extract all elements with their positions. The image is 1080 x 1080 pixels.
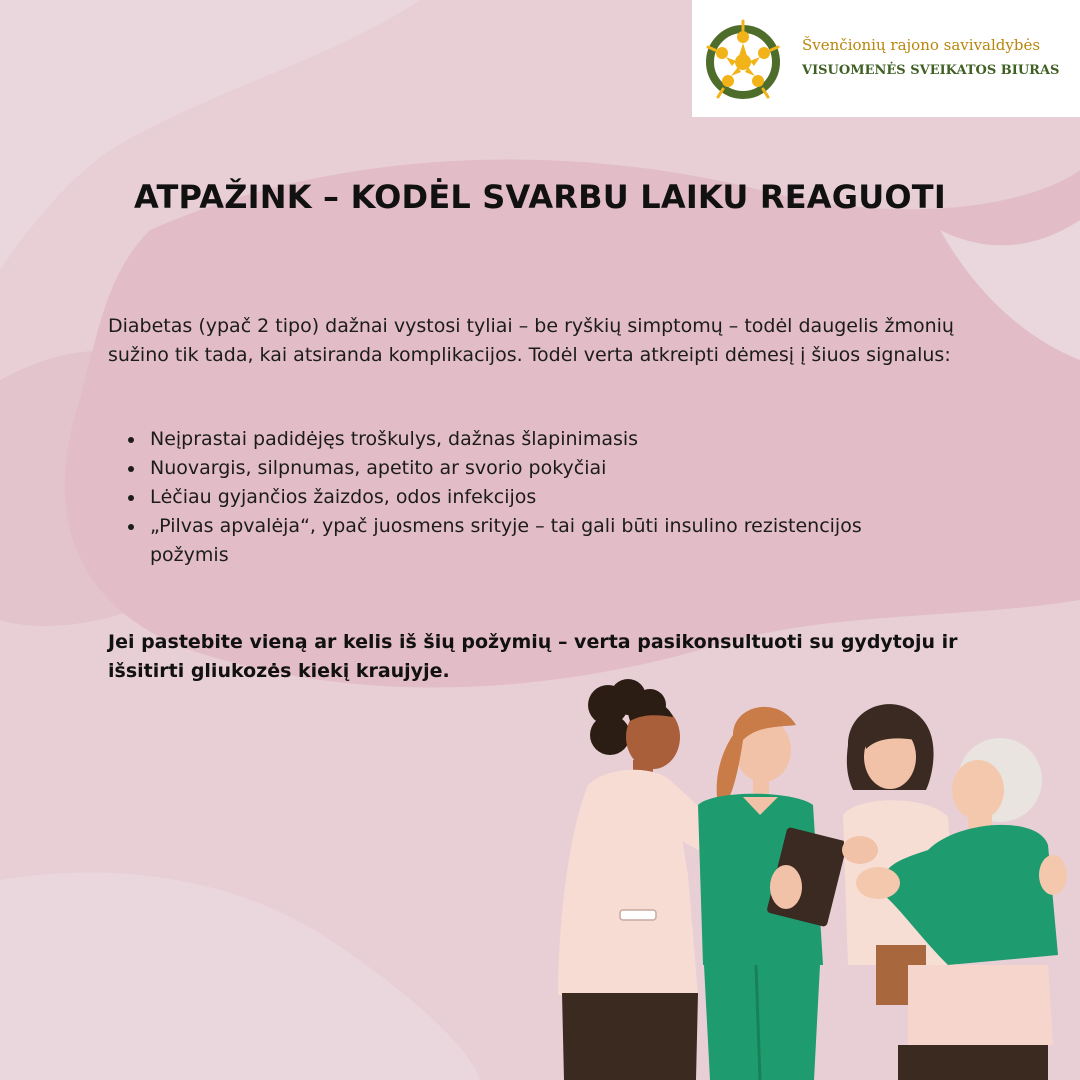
nurse-figure [698,707,848,1080]
symptom-item: • Nuovargis, silpnumas, apetito ar svorio pokyčiai [146,454,938,483]
logo-organization-name: Švenčionių rajono savivaldybės [802,36,1041,54]
logo-bureau-name: VISUOMENĖS SVEIKATOS BIURAS [802,63,1060,78]
healthcare-workers-with-patient-illustration [548,665,1080,1080]
symptom-item: • Neįprastai padidėjęs troškulys, dažnas šlapinimasis [146,425,938,454]
symptom-list [108,425,938,570]
logo-panel [692,0,1080,117]
call-to-action-note: Jei pastebite vieną ar kelis iš šių požymių – verta pasikonsultuoti su gydytoju ir išsitirti gliukozės kiekį kraujyje. [108,631,958,682]
symptom-item: • Lėčiau gyjančios žaizdos, odos infekcijos [146,483,938,512]
symptom-item: • „Pilvas apvalėja“, ypač juosmens srityje – tai gali būti insulino rezistencijos požymis [146,512,938,570]
intro-paragraph: Diabetas (ypač 2 tipo) dažnai vystosi tyliai – be ryškių simptomų – todėl daugelis žmonių sužino tik tada, kai atsiranda komplikacijos. Todėl verta atkreipti dėmesį į šiuos signalus: [108,315,954,366]
page-title: ATPAŽINK – KODĖL SVARBU LAIKU REAGUOTI [134,178,946,216]
municipality-emblem-icon [704,19,782,105]
